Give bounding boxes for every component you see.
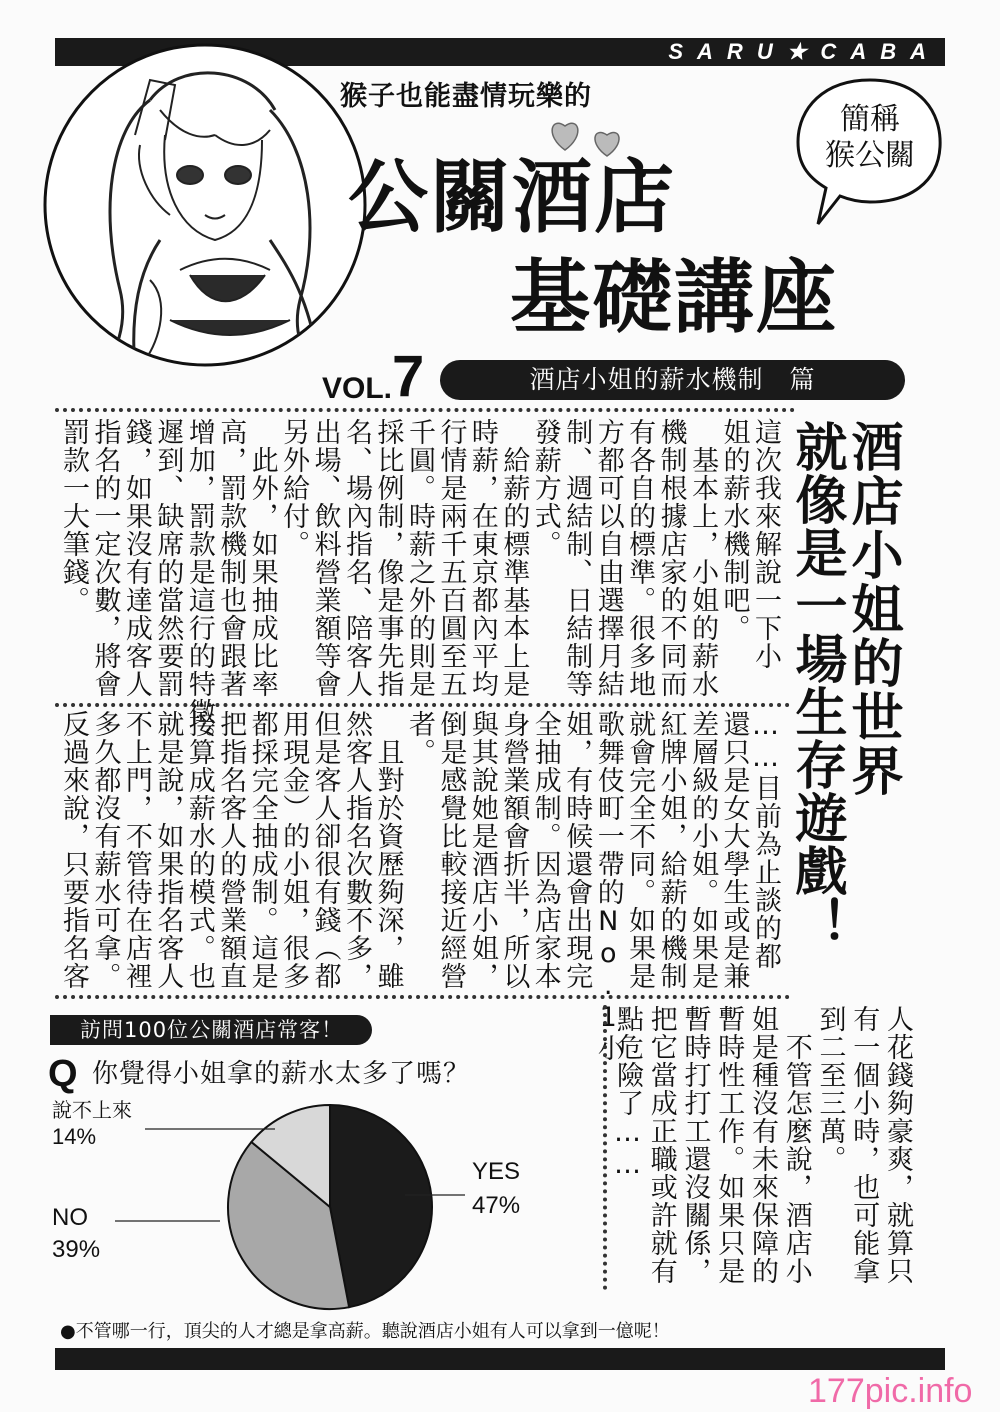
- text-column: 不上門，不管待在店裡: [120, 710, 152, 990]
- text-column: 此外，如果抽成比率: [246, 418, 278, 698]
- text-column: 發薪方式。: [529, 418, 561, 558]
- text-column: 姐是種沒有未來保障的: [747, 1005, 778, 1285]
- headline-line1: 酒店小姐的世界: [842, 420, 902, 798]
- text-column: 就是說，如果指名客人: [152, 710, 184, 990]
- text-column: 者。: [403, 710, 435, 766]
- text-column: 出場、飲料營業額等會: [309, 418, 341, 698]
- text-column: 把指名客人的營業額直: [215, 710, 247, 990]
- text-column: 方都可以自由選擇月結: [592, 418, 624, 698]
- text-column: 遲到、缺席的當然要罰: [152, 418, 184, 698]
- bubble-line1: 簡稱: [840, 102, 900, 137]
- bubble-line2: 猴公關: [825, 138, 915, 173]
- text-column: 有各自的標準。很多地: [624, 418, 656, 698]
- text-column: 千圓。時薪之外的則是: [403, 418, 435, 698]
- text-column: 指名的一定次數，將會: [89, 418, 121, 698]
- vol-label: [322, 344, 425, 409]
- pie-slice-yes: [330, 1105, 432, 1307]
- text-column: 多久都沒有薪水可拿。: [89, 710, 121, 990]
- text-column: 紅牌小姐，給薪的機制: [655, 710, 687, 990]
- survey-banner-text: 訪問100位公關酒店常客！: [80, 1018, 344, 1042]
- text-column: 點危險了……: [612, 1005, 643, 1181]
- text-column: 全抽成制。因為店家本: [529, 710, 561, 990]
- text-column: 反過來說，只要指名客: [58, 710, 89, 990]
- text-column: 這次我來解說一下小: [749, 418, 781, 670]
- q-mark: Q: [48, 1053, 78, 1095]
- text-column: 罰款一大筆錢。: [58, 418, 89, 614]
- text-column: 暫時性工作。如果只是: [713, 1005, 745, 1285]
- episode-banner: [440, 360, 905, 400]
- headline-line2: 就像是一場生存遊戲！: [786, 420, 846, 950]
- text-column: 姐，有時候還會出現完: [561, 710, 593, 990]
- footer-band: [55, 1348, 945, 1370]
- footer-note: ●不管哪一行，頂尖的人才總是拿高薪。聽說酒店小姐有人可以拿到一億呢！: [60, 1321, 670, 1342]
- character-illustration: [40, 40, 370, 370]
- label-yes-name: YES: [472, 1158, 521, 1185]
- text-column: 機制根據店家的不同而: [655, 418, 687, 698]
- watermark: 177pic.info: [808, 1372, 973, 1410]
- label-no-pct: 39%: [52, 1236, 101, 1263]
- brand-text: SARU★CABA: [668, 39, 940, 64]
- divider-top: [55, 408, 795, 412]
- text-column: 採比例制，像是事先指: [372, 418, 404, 698]
- episode-title: 酒店小姐的薪水機制 篇: [529, 365, 816, 394]
- title-line2: 基礎講座: [510, 251, 838, 344]
- text-column: 時薪，在東京都內平均: [466, 418, 498, 698]
- vol-number: 7: [392, 344, 425, 409]
- nickname-bubble: [790, 72, 950, 232]
- text-column: 與其說她是酒店小姐，: [466, 710, 498, 990]
- text-column: 名、場內指名、陪客人: [341, 418, 373, 698]
- label-yes-pct: 47%: [472, 1192, 521, 1219]
- label-other-pct: 14%: [52, 1124, 97, 1149]
- text-column: 錢，如果沒有達成客人: [120, 418, 152, 698]
- divider-middle: [55, 703, 790, 707]
- text-column: 就會完全不同。如果是: [624, 710, 656, 990]
- text-column: 還只是女大學生或是兼: [718, 710, 750, 990]
- text-column: 不管怎麼說，酒店小: [780, 1005, 812, 1285]
- text-column: 給薪的標準基本上是: [498, 418, 530, 698]
- text-column: 有一個小時，也可能拿: [848, 1005, 880, 1285]
- text-column: 都採完全抽成制。這是: [246, 710, 278, 990]
- text-column: 高，罰款機制也會跟著: [215, 418, 247, 698]
- pie-group: [228, 1105, 432, 1309]
- text-column: 到二至三萬。: [814, 1005, 846, 1173]
- text-column: 且對於資歷夠深，雖: [372, 710, 404, 990]
- label-other-name: 說不上來: [52, 1098, 132, 1122]
- text-column: 制、週結制、日結制等: [561, 418, 593, 698]
- survey-question: 你覺得小姐拿的薪水太多了嗎？: [92, 1059, 471, 1089]
- text-column: 增加，罰款是這行的特徵。: [183, 418, 215, 754]
- text-column: 另外給付。: [278, 418, 310, 558]
- title-line1: 公關酒店: [348, 151, 676, 244]
- survey-banner: [50, 1015, 372, 1045]
- text-column: 但是客人卻很有錢（都: [309, 710, 341, 990]
- subtitle: 猴子也能盡情玩樂的: [340, 81, 592, 112]
- lower-text-block: [612, 1005, 912, 1290]
- text-column: 暫時打打工還沒關係，: [679, 1005, 711, 1285]
- text-column: 行情是兩千五百圓至五: [435, 418, 467, 698]
- upper-text-block: [58, 418, 781, 754]
- lower-text-border: [603, 1005, 607, 1290]
- text-column: 把它當成正職或許就有: [645, 1005, 677, 1285]
- text-column: ……目前為止談的都: [749, 710, 781, 970]
- text-column: 姐的薪水機制吧。: [718, 418, 750, 642]
- vol-text: VOL.: [322, 372, 393, 405]
- text-column: 差層級的小姐。如果是: [687, 710, 719, 990]
- text-column: 接算成薪水的模式。也: [183, 710, 215, 990]
- survey-question-row: [48, 1052, 608, 1096]
- text-column: 人花錢夠豪爽，就算只: [882, 1005, 913, 1285]
- text-column: 用現金）的小姐，很多: [278, 710, 310, 990]
- label-no-name: NO: [52, 1204, 88, 1231]
- text-column: 倒是感覺比較接近經營: [435, 710, 467, 990]
- text-column: 身營業額會折半，所以: [498, 710, 530, 990]
- text-column: 基本上，小姐的薪水: [687, 418, 719, 698]
- text-column: 歌舞伎町一帶的No.1小: [592, 710, 624, 1062]
- divider-lower: [55, 995, 790, 999]
- text-column: 然客人指名次數不多，: [341, 710, 373, 990]
